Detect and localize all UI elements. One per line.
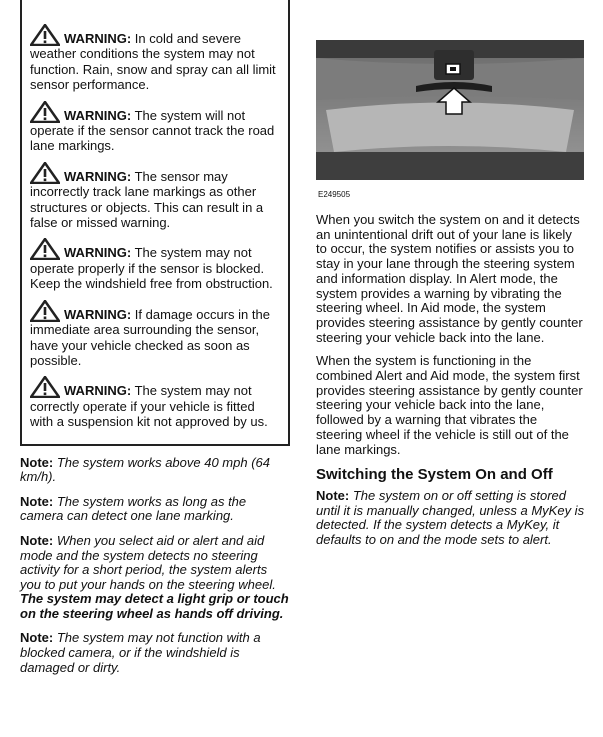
warning-text: The system will not operate if the sensor cannot track the road lane markings. [30, 107, 275, 154]
warning-label: WARNING: [64, 107, 132, 123]
warning-1 [30, 24, 278, 93]
note-3 [20, 534, 290, 622]
note-text: The system works as long as the camera can detect one lane marking. [20, 493, 247, 524]
note-label: Note: [316, 488, 350, 504]
note-label: Note: [20, 532, 54, 548]
warning-label: WARNING: [64, 383, 132, 399]
warning-text: In cold and severe weather conditions the system may not function. Rain, snow and spray can all limit sensor performance. [30, 31, 276, 93]
note-1 [20, 456, 290, 485]
note-label: Note: [20, 454, 54, 470]
warning-triangle-icon [30, 300, 60, 322]
note-text: The system works above 40 mph (64 km/h). [20, 454, 270, 485]
note-label: Note: [20, 493, 54, 509]
note-text: The system on or off setting is stored until it is manually changed, unless a MyKey is detected. If the system detects a MyKey, it defaults to on and the mode sets to alert. [316, 488, 585, 548]
warning-triangle-icon [30, 101, 60, 123]
section-heading: Switching the System On and Off [316, 466, 553, 484]
warning-label: WARNING: [64, 245, 132, 261]
paragraph-2: When the system is functioning in the combined Alert and Aid mode, the system first provides steering assistance by gently counter steering your vehicle back into the lane, followed by a warning that vibrates the steering wheel if the vehicle is still out of the lane markings. [316, 353, 583, 457]
paragraph-1: When you switch the system on and it detects an unintentional drift out of your lane is likely to occur, the system notifies or assists you to stay in your lane through the steering system and information display. In Alert mode, the system provides a warning by vibrating the steering wheel. In Aid mode, the system provides steering assistance by gently counter steering your vehicle back into the lane. [316, 212, 583, 345]
note-2 [20, 495, 290, 524]
note-label: Note: [20, 630, 54, 646]
warning-5 [30, 300, 278, 369]
note-emphasis: The system may detect a light grip or touch on the steering wheel as hands off driving. [20, 591, 289, 621]
note-4 [20, 631, 290, 675]
warning-6 [30, 376, 278, 429]
windshield-camera-image [316, 40, 584, 180]
warning-box [20, 0, 290, 446]
note-text: The system may not function with a blocked camera, or if the windshield is damaged or dirty. [20, 630, 261, 675]
note-text: When you select aid or alert and aid mode and the system detects no steering activity for a short period, the system alerts you to put your hands on the steering wheel. [20, 532, 276, 592]
right-column [316, 40, 586, 548]
warning-triangle-icon [30, 162, 60, 184]
warning-3 [30, 162, 278, 231]
warning-2 [30, 101, 278, 154]
warning-triangle-icon [30, 24, 60, 46]
figure-id: E249505 [318, 190, 351, 199]
warning-label: WARNING: [64, 31, 132, 46]
warning-text: The sensor may incorrectly track lane markings as other structures or objects. This can result in a false or missed warning. [30, 168, 264, 231]
warning-4 [30, 238, 278, 291]
left-column [20, 0, 290, 675]
warning-text: If damage occurs in the immediate area surrounding the sensor, have your vehicle checked as soon as possible. [30, 306, 270, 368]
section-note [316, 489, 586, 547]
warning-text: The system may not correctly operate if your vehicle is fitted with a suspension kit not approved by us. [30, 383, 268, 430]
warning-label: WARNING: [64, 306, 132, 322]
warning-triangle-icon [30, 376, 60, 398]
warning-triangle-icon [30, 238, 60, 260]
warning-text: The system may not operate properly if the sensor is blocked. Keep the windshield free from obstruction. [30, 245, 273, 292]
warning-label: WARNING: [64, 168, 132, 184]
